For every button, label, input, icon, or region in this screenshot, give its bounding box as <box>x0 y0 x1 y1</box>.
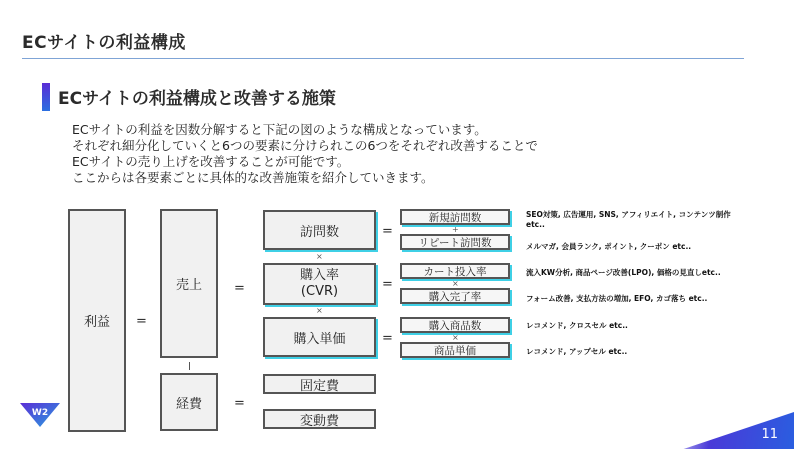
intro-line: ECサイトの利益を因数分解すると下記の図のような構成となっています。 <box>72 122 487 137</box>
intro-text <box>72 122 538 186</box>
cart-measures-note: 流入KW分析, 商品ページ改善(LPO), 価格の見直しetc.. <box>526 268 721 277</box>
equals-sign: = <box>382 224 393 239</box>
repeat-visits-label: リピート訪問数 <box>418 236 492 249</box>
page-number: 11 <box>761 427 778 442</box>
variable-cost-box <box>263 409 376 429</box>
equals-sign: = <box>234 396 245 411</box>
profit-label: 利益 <box>83 315 110 330</box>
items-measures-note: レコメンド, クロスセル etc.. <box>526 321 628 330</box>
intro-line: ここからは各要素ごとに具体的な改善施策を紹介していきます。 <box>72 170 434 185</box>
purchase-complete-box <box>400 288 510 304</box>
cost-box <box>160 373 218 431</box>
connector-line <box>189 362 190 370</box>
logo-text: W2 <box>31 408 49 418</box>
item-price-box <box>400 342 510 358</box>
complete-measures-note: フォーム改善, 支払方法の増加, EFO, カゴ落ち etc.. <box>526 294 708 303</box>
times-sign: × <box>316 306 323 315</box>
equals-sign: = <box>382 277 393 292</box>
repeat-visits-box <box>400 234 510 250</box>
page-title: ECサイトの利益構成 <box>22 33 186 53</box>
sales-label: 売上 <box>175 278 202 293</box>
sales-box <box>160 209 218 358</box>
unit-price-box <box>263 317 376 357</box>
equals-sign: = <box>136 314 147 329</box>
equals-sign: = <box>234 281 245 296</box>
w2-logo-icon <box>20 401 60 427</box>
title-divider <box>22 58 744 59</box>
items-purchased-label: 購入商品数 <box>428 319 482 332</box>
intro-line: ECサイトの売り上げを改善することが可能です。 <box>72 154 350 169</box>
times-sign: × <box>452 333 459 342</box>
cost-label: 経費 <box>175 396 202 412</box>
cart-in-rate-label: カート投入率 <box>423 265 487 278</box>
item-price-label: 商品単価 <box>434 344 476 357</box>
fixed-cost-label: 固定費 <box>299 378 339 394</box>
intro-line: それぞれ細分化していくと6つの要素に分けられこの6つをそれぞれ改善することで <box>72 138 538 153</box>
cart-in-rate-box <box>400 263 510 279</box>
purchase-complete-label: 購入完了率 <box>428 290 482 303</box>
cvr-label: 購入率 <box>299 268 339 283</box>
cvr-box <box>263 263 376 305</box>
note-line: SEO対策, 広告運用, SNS, アフィリエイト, コンテンツ制作 <box>526 210 731 219</box>
visits-box <box>263 210 376 250</box>
note-line: etc.. <box>526 220 545 229</box>
fixed-cost-box <box>263 374 376 394</box>
visits-measures-note <box>526 210 731 230</box>
items-purchased-box <box>400 317 510 333</box>
times-sign: × <box>316 252 323 261</box>
new-visits-box <box>400 209 510 225</box>
profit-box <box>68 209 126 432</box>
price-measures-note: レコメンド, アップセル etc.. <box>526 347 628 356</box>
w2-logo <box>20 401 60 431</box>
times-sign: × <box>452 279 459 288</box>
new-visits-label: 新規訪問数 <box>428 211 482 224</box>
plus-sign: + <box>452 225 459 234</box>
equals-sign: = <box>382 331 393 346</box>
section-accent-bar <box>42 83 50 111</box>
repeat-measures-note: メルマガ, 会員ランク, ポイント, クーポン etc.. <box>526 242 692 251</box>
visits-label: 訪問数 <box>299 224 339 240</box>
variable-cost-label: 変動費 <box>299 413 339 429</box>
unit-price-label: 購入単価 <box>293 331 346 347</box>
section-heading: ECサイトの利益構成と改善する施策 <box>58 89 336 109</box>
cvr-abbr: (CVR) <box>300 284 339 299</box>
